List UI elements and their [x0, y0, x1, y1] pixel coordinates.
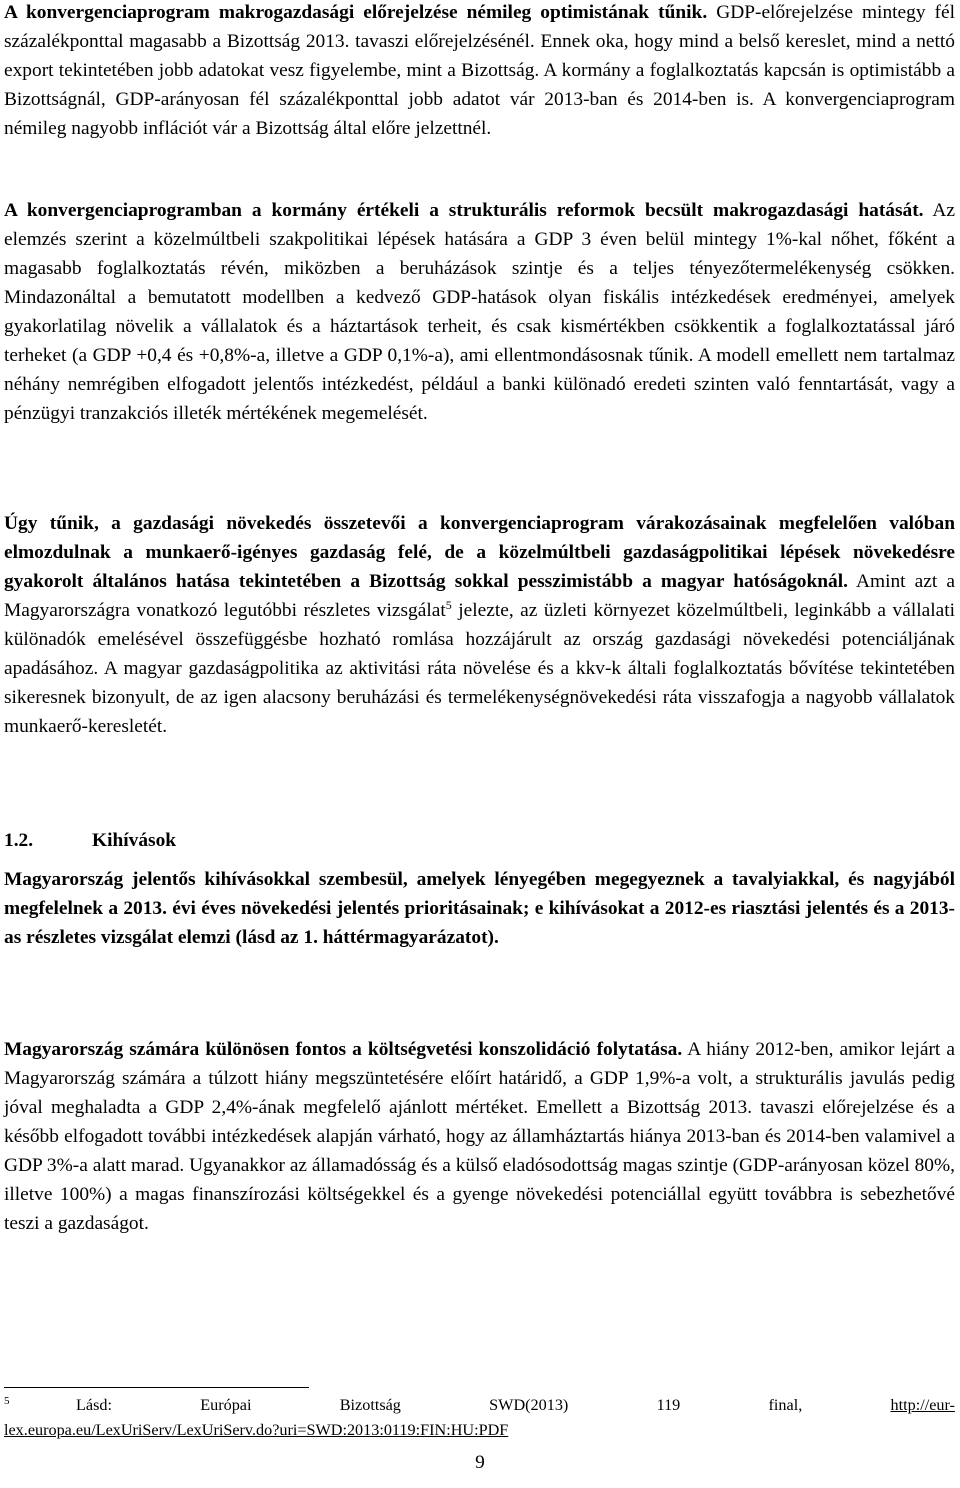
- paragraph-growth-components: [4, 509, 955, 741]
- paragraph-structural-reforms: [4, 196, 955, 428]
- footnote: [4, 1393, 955, 1443]
- paragraph-forecast-lead: A konvergenciaprogram makrogazdasági előrejelzése némileg optimistának tűnik.: [4, 2, 708, 23]
- footnote-word: final,: [768, 1396, 803, 1414]
- footnote-line: [4, 1393, 955, 1418]
- paragraph-growth-components-lead: Úgy tűnik, a gazdasági növekedés összetevői a konvergenciaprogram várakozásainak megfelelően valóban elmozdulnak a munkaerő-igényes gazdaság felé, de a közelmúltbeli gazdaságpolitikai lépések növekedésre gyakorolt általános hatása tekintetében a Bizottság sokkal pesszimistább a magyar hatóságoknál.: [4, 513, 955, 592]
- paragraph-structural-reforms-lead: A konvergenciaprogramban a kormány értékeli a strukturális reformok becsült makrogazdasági hatását.: [4, 200, 924, 221]
- paragraph-forecast: [4, 0, 955, 143]
- footnote-word: 119: [656, 1396, 681, 1414]
- footnote-link-start[interactable]: http://eur-: [890, 1396, 955, 1414]
- paragraph-fiscal-consolidation-lead: Magyarország számára különösen fontos a költségvetési konszolidáció folytatása.: [4, 1039, 683, 1060]
- section-heading: [4, 826, 176, 855]
- footnote-text: [76, 1393, 955, 1418]
- paragraph-structural-reforms-body: Az elemzés szerint a közelmúltbeli szakpolitikai lépések hatására a GDP 3 éven belül mintegy 1%-kal nőhet, főként a magasabb foglalkoztatás révén, miközben a beruházások szintje és a teljes tényezőtermelékenység csökken. Mindazonáltal a bemutatott modellben a kedvező GDP-hatások olyan fiskális intézkedések eredményei, amelyek gyakorlatilag növelik a vállalatok és a háztartások terheit, és csak kismértékben csökkentik a foglalkoztatással járó terheket (a GDP +0,4 és +0,8%-a, illetve a GDP 0,1%-a), ami ellentmondásosnak tűnik. A modell emellett nem tartalmaz néhány nemrégiben elfogadott jelentős intézkedést, például a banki különadó eredeti szinten való fenntartását, vagy a pénzügyi tranzakciós illeték mértékének megemelését.: [4, 200, 956, 424]
- footnote-word: Bizottság: [339, 1396, 401, 1414]
- footnote-word: Európai: [200, 1396, 252, 1414]
- paragraph-challenges: [4, 865, 955, 952]
- paragraph-fiscal-consolidation: [4, 1035, 955, 1238]
- footnote-reference[interactable]: 5: [445, 598, 452, 612]
- section-number: 1.2.: [4, 830, 34, 851]
- footnote-link-line: [4, 1418, 955, 1443]
- footnote-link[interactable]: lex.europa.eu/LexUriServ/LexUriServ.do?uri=SWD:2013:0119:FIN:HU:PDF: [4, 1421, 509, 1439]
- paragraph-forecast-body: GDP-előrejelzése mintegy fél százalékponttal magasabb a Bizottság 2013. tavaszi előrejelzésénél. Ennek oka, hogy mind a belső kereslet, mind a nettó export tekintetében jobb adatokat vesz figyelembe, mint a Bizottság. A kormány a foglalkoztatás kapcsán is optimistább a Bizottságnál, GDP-arányosan fél százalékponttal jobb adatot vár 2013-ban és 2014-ben is. A konvergenciaprogram némileg nagyobb inflációt vár a Bizottság által előre jelzettnél.: [4, 2, 955, 139]
- paragraph-fiscal-consolidation-body: A hiány 2012-ben, amikor lejárt a Magyarország számára a túlzott hiány megszüntetésére előírt határidő, a GDP 1,9%-a volt, a strukturális javulás pedig jóval meghaladta a GDP 2,4%-ának megfelelő ajánlott mértéket. Emellett a Bizottság 2013. tavaszi előrejelzése és a később elfogadott további intézkedések alapján várható, hogy az államháztartás hiánya 2013-ban és 2014-ben valamivel a GDP 3%-a alatt marad. Ugyanakkor az államadósság és a külső eladósodottság magas szintje (GDP-arányosan közel 80%, illetve 100%) a magas finanszírozási költségekkel és a gyenge növekedési potenciállal együtt továbbra is sebezhetővé teszi a gazdaságot.: [4, 1039, 955, 1234]
- footnote-word: Lásd:: [76, 1396, 112, 1414]
- page-number: 9: [475, 1452, 485, 1473]
- paragraph-growth-components-body-2: jelezte, az üzleti környezet közelmúltbeli, leginkább a vállalati különadók emelésével összefüggésbe hozható romlása hozzájárult az ország gazdasági növekedési potenciáljának apadásához. A magyar gazdaságpolitika az aktivitási ráta növelése és a kkv-k általi foglalkoztatás bővítése tekintetében sikeresnek bizonyult, de az igen alacsony beruházási és termelékenységnövekedési ráta visszafogja a nagyobb vállalatok munkaerő-keresletét.: [4, 600, 955, 737]
- section-title: Kihívások: [92, 830, 177, 851]
- paragraph-challenges-lead: Magyarország jelentős kihívásokkal szembesül, amelyek lényegében megegyeznek a tavalyiakkal, és nagyjából megfelelnek a 2013. évi éves növekedési jelentés prioritásainak; e kihívásokat a 2012-es riasztási jelentés és a 2013-as részletes vizsgálat elemzi (lásd az 1. háttérmagyarázatot).: [4, 869, 955, 948]
- footnote-separator: [4, 1387, 309, 1388]
- paragraph-growth-components-body-1: Amint azt a Magyarországra vonatkozó legutóbbi részletes vizsgálat: [4, 571, 955, 621]
- footnote-mark: 5: [4, 1395, 10, 1407]
- footnote-word: SWD(2013): [489, 1396, 569, 1414]
